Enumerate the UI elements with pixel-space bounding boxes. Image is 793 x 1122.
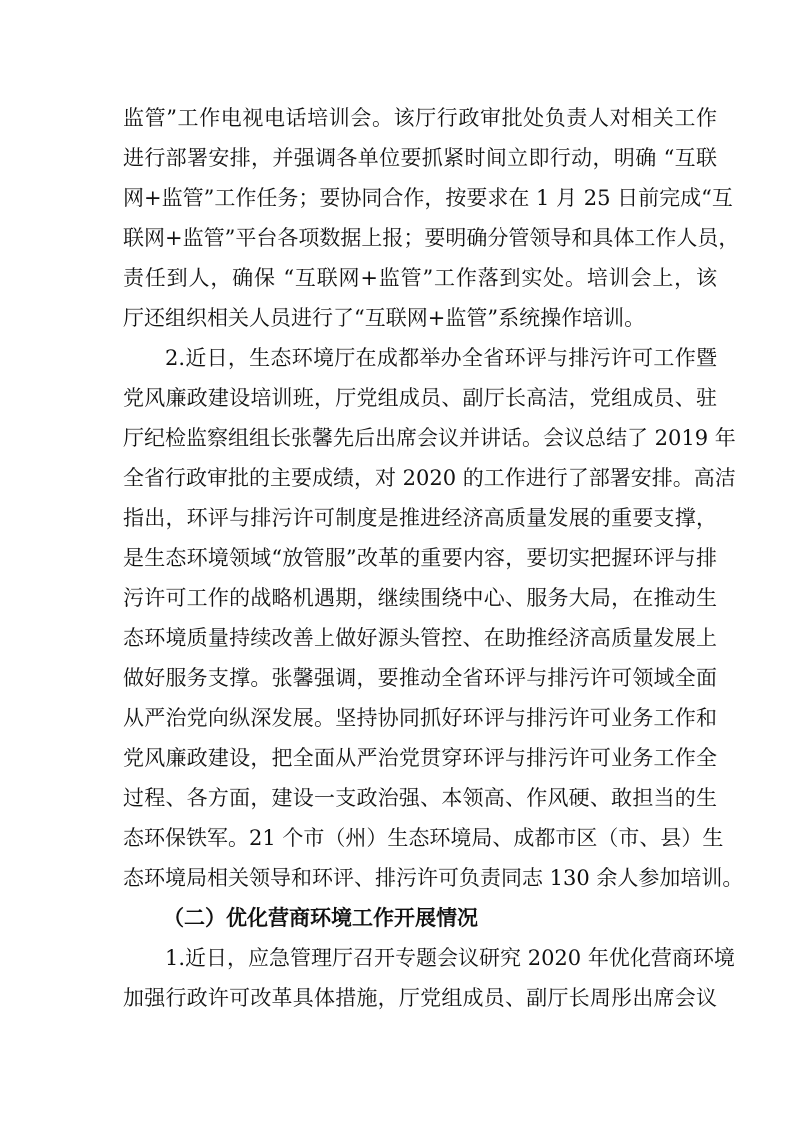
paragraph-line: 网+监管”工作任务；要协同合作，按要求在 1 月 25 日前完成“互 (123, 186, 733, 210)
paragraph-line: 加强行政许可改革具体措施，厅党组成员、副厅长周彤出席会议 (123, 986, 717, 1010)
paragraph-line: 全省行政审批的主要成绩，对 2020 的工作进行了部署安排。高洁 (123, 466, 736, 490)
paragraph-line: 2.近日，生态环境厅在成都举办全省环评与排污许可工作暨 (165, 346, 717, 370)
paragraph-line: 态环境局相关领导和环评、排污许可负责同志 130 余人参加培训。 (123, 866, 744, 890)
paragraph-line: 党风廉政建设，把全面从严治党贯穿环评与排污许可业务工作全 (123, 746, 717, 770)
paragraph-line: 监管”工作电视电话培训会。该厅行政审批处负责人对相关工作 (123, 106, 717, 130)
paragraph-line: 责任到人，确保 “互联网+监管”工作落到实处。培训会上，该 (123, 266, 717, 290)
paragraph-line: 态环保铁军。21 个市（州）生态环境局、成都市区（市、县）生 (123, 826, 724, 850)
paragraph-line: 1.近日，应急管理厅召开专题会议研究 2020 年优化营商环境 (165, 946, 735, 970)
paragraph-line: 是生态环境领域“放管服”改革的重要内容，要切实把握环评与排 (123, 546, 717, 570)
paragraph-line: 进行部署安排，并强调各单位要抓紧时间立即行动，明确 “互联 (123, 146, 717, 170)
paragraph-line: 做好服务支撑。张馨强调，要推动全省环评与排污许可领域全面 (123, 666, 717, 690)
paragraph-line: 党风廉政建设培训班，厅党组成员、副厅长高洁，党组成员、驻 (123, 386, 717, 410)
paragraph-line: 从严治党向纵深发展。坚持协同抓好环评与排污许可业务工作和 (123, 706, 717, 730)
section-heading: （二）优化营商环境工作开展情况 (163, 905, 478, 930)
paragraph-line: 态环境质量持续改善上做好源头管控、在助推经济高质量发展上 (123, 626, 717, 650)
paragraph-line: 联网+监管”平台各项数据上报；要明确分管领导和具体工作人员， (123, 226, 740, 250)
paragraph-line: 污许可工作的战略机遇期，继续围绕中心、服务大局，在推动生 (123, 586, 717, 610)
paragraph-line: 指出，环评与排污许可制度是推进经济高质量发展的重要支撑， (123, 506, 717, 530)
paragraph-line: 厅纪检监察组组长张馨先后出席会议并讲话。会议总结了 2019 年 (123, 426, 736, 450)
paragraph-line: 厅还组织相关人员进行了“互联网+监管”系统操作培训。 (123, 306, 646, 330)
paragraph-line: 过程、各方面，建设一支政治强、本领高、作风硬、敢担当的生 (123, 786, 717, 810)
